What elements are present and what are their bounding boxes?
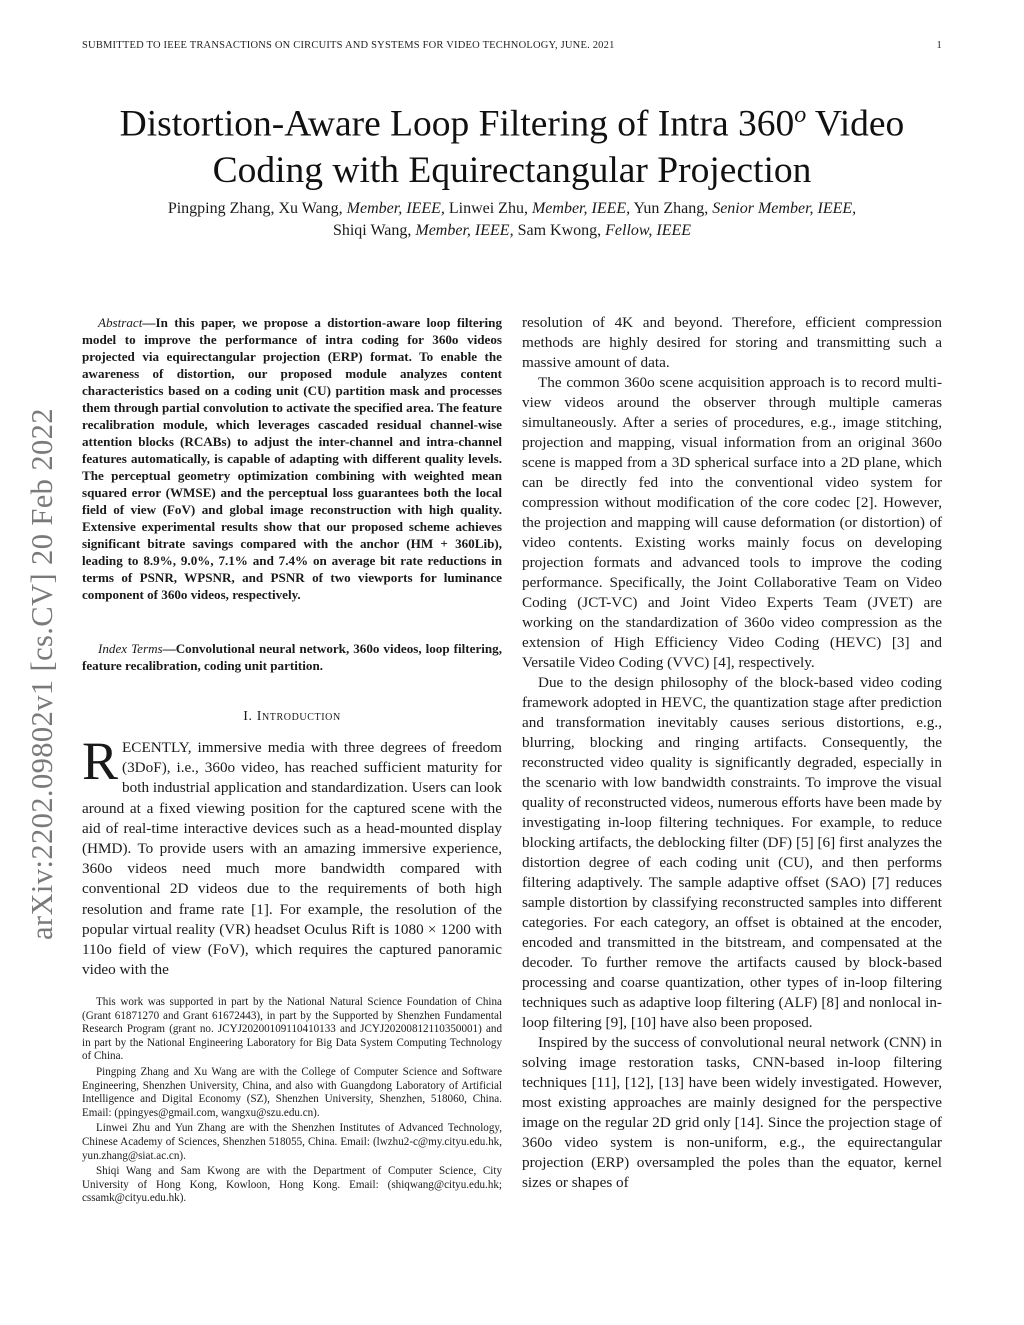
index-terms-text: —Convolutional neural network, 360o videos, loop filtering, feature recalibration, coding unit partition.	[82, 641, 503, 673]
title-line-1	[60, 92, 964, 148]
section-heading	[82, 709, 502, 725]
title-line-2: Coding with Equirectangular Projection	[212, 149, 812, 191]
author-role: Fellow, IEEE	[605, 222, 692, 239]
author-role: Member, IEEE,	[531, 200, 631, 217]
footnotes	[82, 996, 502, 1208]
author-list	[60, 198, 964, 242]
author-role: Senior Member, IEEE,	[712, 200, 857, 217]
author-name: Linwei Zhu,	[444, 200, 532, 217]
section-title: Introduction	[256, 709, 341, 724]
abstract	[82, 314, 502, 603]
abstract-lead: Abstract	[98, 315, 143, 330]
footnote-affiliation: Pingping Zhang and Xu Wang are with the College of Computer Science and Software Engineering, Shenzhen University, China, and also with Guangdong Laboratory of Artificial Intelligence and Digital Economy (SZ), Shenzhen University, Shenzhen, 518060, China. Email: (ppingyes@gmail.com, wangxu@szu.edu.cn).	[82, 1065, 502, 1119]
intro-paragraph	[82, 731, 502, 980]
index-terms-lead: Index Terms	[98, 641, 163, 656]
running-head	[82, 40, 942, 51]
body-paragraph: The common 360o scene acquisition approach is to record multi-view videos around the observer through multiple cameras simultaneously. After a series of procedures, e.g., image stitching, projection and mapping, visual information from an original 360o scene is mapped from a 3D spherical surface into a 2D plane, which can be directly fed into the conventional video system for compression without modification of the core codec [2]. However, the projection and mapping will cause deformation (or distortion) of video contents. Existing works mainly focus on developing projection formats and advanced tools to improve the coding performance. Specifically, the Joint Collaborative Team on Video Coding (JCT-VC) and Joint Video Experts Team (JVET) are working on the standardization of 360o video compression as the extension of High Efficiency Video Coding (HEVC) [3] and Versatile Video Coding (VVC) [4], respectively.	[522, 374, 942, 671]
title-line-1-end: Video	[806, 103, 905, 145]
title-superscript: o	[794, 102, 807, 128]
section-number: I.	[243, 709, 257, 724]
author-name: Pingping Zhang, Xu Wang,	[167, 200, 347, 217]
title-line-1-text: Distortion-Aware Loop Filtering of Intra 360	[119, 103, 795, 145]
right-column	[522, 313, 942, 1193]
author-line-2	[60, 220, 964, 242]
abstract-text: —In this paper, we propose a distortion-aware loop filtering model to improve the performance of intra coding for 360o videos projected via equirectangular projection (ERP) format. To enable the awareness of distortion, our proposed module analyzes content characteristics based on a coding unit (CU) partition mask and processes them through partial convolution to activate the specified area. The feature recalibration module, which leverages cascaded residual channel-wise attention blocks (RCABs) to adjust the inter-channel and intra-channel features automatically, is capable of adapting with different quality levels. The perceptual geometry optimization combining with weighted mean squared error (WMSE) and the perceptual loss guarantees both the local field of view (FoV) and global image reconstruction with high quality. Extensive experimental results show that our proposed scheme achieves significant bitrate savings compared with the anchor (HM + 360Lib), leading to 8.9%, 9.0%, 7.1% and 7.4% on average bit rate reductions in terms of PSNR, WPSNR, and PSNR of two viewports for luminance component of 360o videos, respectively.	[82, 315, 502, 602]
author-name: Sam Kwong,	[513, 222, 606, 239]
footnote-funding: This work was supported in part by the National Natural Science Foundation of China (Grant 61871270 and Grant 61672443), in part by the Supported by Shenzhen Fundamental Research Program (grant no. JCYJ20200109110410133 and JCYJ20200812110350001) and in part by the National Engineering Laboratory for Big Data System Computing Technology of China.	[82, 996, 502, 1063]
paper-title	[60, 92, 964, 194]
author-name: Shiqi Wang,	[332, 222, 416, 239]
body-paragraph: Inspired by the success of convolutional neural network (CNN) in solving image restoration tasks, CNN-based in-loop filtering techniques [11], [12], [13] have been widely investigated. However, most existing approaches are mainly designed for the perspective image on the regular 2D grid only [14]. Since the projection stage of 360o video system is non-uniform, e.g., the equirectangular projection (ERP) oversampled the poles than the equator, kernel sizes or shapes of	[522, 1034, 942, 1191]
author-line-1	[60, 198, 964, 220]
page-number: 1	[936, 40, 942, 51]
body-paragraph: Due to the design philosophy of the block-based video coding framework adopted in HEVC, the quantization stage after prediction and transformation inevitably causes serious distortions, e.g., blurring, blocking and ringing artifacts. Consequently, the reconstructed video quality is significantly degraded, especially in the scenario with low bandwidth constraints. To improve the visual quality of reconstructed videos, numerous efforts have been made by investigating in-loop filtering techniques. For example, to reduce blocking artifacts, the deblocking filter (DF) [5] [6] first analyzes the distortion degree of each coding unit (CU), and then performs filtering adaptively. The sample adaptive offset (SAO) [7] reduces sample distortion by classifying reconstructed samples into different categories. For each category, an offset is obtained at the encoder, encoded and transmitted in the bitstream, and compensated at the decoder. To further remove the artifacts caused by block-based processing and coarse quantization, other types of in-loop filtering techniques such as adaptive loop filtering (ALF) [8] and nonlocal in-loop filtering [9], [10] have also been proposed.	[522, 674, 942, 1031]
running-head-text: SUBMITTED TO IEEE TRANSACTIONS ON CIRCUITS AND SYSTEMS FOR VIDEO TECHNOLOGY, JUNE. 2021	[82, 40, 615, 51]
author-role: Member, IEEE,	[415, 222, 514, 239]
intro-text: ECENTLY, immersive media with three degrees of freedom (3DoF), i.e., 360o video, has reached sufficient maturity for both industrial application and standardization. Users can look around at a fixed viewing position for the captured scene with the aid of real-time interactive devices such as a head-mounted display (HMD). To provide users with an amazing immersive experience, 360o videos need much more bandwidth compared with conventional 2D videos due to the requirements of both high resolution and frame rate [1]. For example, the resolution of the popular virtual reality (VR) headset Oculus Rift is 1080 × 1200 with 110o field of view (FoV), which requires the captured panoramic video with the	[82, 739, 502, 979]
body-paragraph: resolution of 4K and beyond. Therefore, efficient compression methods are highly desired for storing and transmitting such a massive amount of data.	[522, 314, 942, 371]
author-role: Member, IEEE,	[346, 200, 445, 217]
author-name: Yun Zhang,	[630, 200, 713, 217]
drop-cap: R	[82, 731, 119, 791]
index-terms	[82, 640, 502, 674]
footnote-affiliation: Linwei Zhu and Yun Zhang are with the Shenzhen Institutes of Advanced Technology, Chinese Academy of Sciences, Shenzhen 518055, China. Email: (lwzhu2-c@my.cityu.edu.hk, yun.zhang@siat.ac.cn).	[82, 1122, 502, 1162]
footnote-affiliation: Shiqi Wang and Sam Kwong are with the Department of Computer Science, City University of Hong Kong, Kowloon, Hong Kong. Email: (shiqwang@cityu.edu.hk; cssamk@cityu.edu.hk).	[82, 1165, 502, 1205]
arxiv-stamp: arXiv:2202.09802v1 [cs.CV] 20 Feb 2022	[25, 408, 59, 940]
